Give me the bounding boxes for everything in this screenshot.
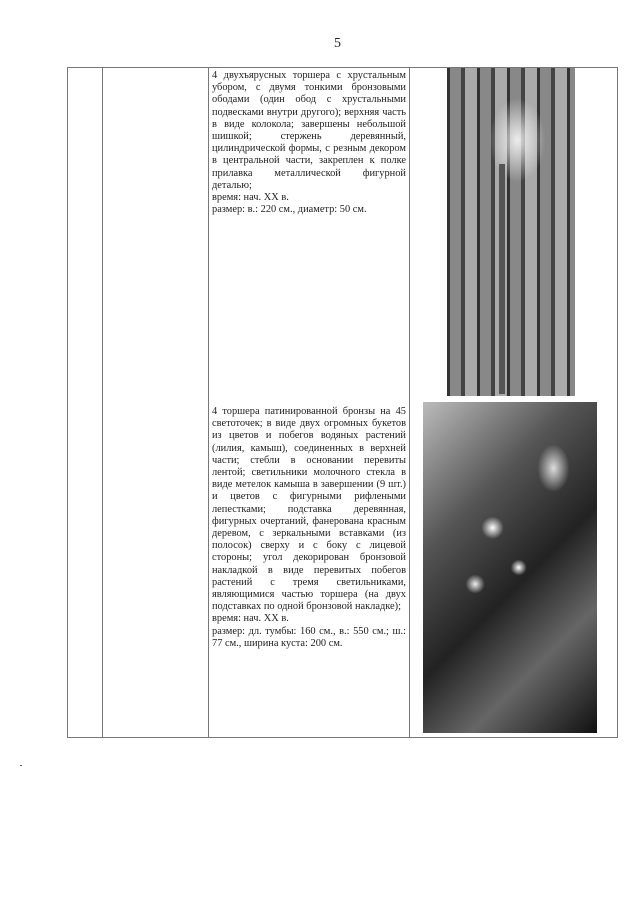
column-divider xyxy=(208,67,209,737)
item-time: время: нач. XX в. xyxy=(212,192,289,204)
floor-lamp-crystal-photo xyxy=(447,68,575,396)
item-size: размер: в.: 220 см., диаметр: 50 см. xyxy=(212,204,367,216)
item-description: 4 двухъярусных торшера с хрустальным убором, с двумя тонкими бронзовыми ободами (один обод с хрустальными подвесками внутри другого); верхняя часть в виде колокола; завершены небольшой шишкой; стержень деревянный, цилиндрической формы, с резным декором в центральной части, закреплен к полке прилавка металлической фигурной деталью; xyxy=(212,70,406,191)
item-description: 4 торшера патинированной бронзы на 45 светоточек; в виде двух огромных букетов из цветов и побегов водяных растений (лилия, камыш), соединенных в верхней части; стебли в основании перевиты лентой; светильники молочного стекла в виде метелок камыша в завершении (9 шт.) и цветов с фигурными рифлеными лепестками; подставка деревянная, фигурных очертаний, фанерована красным деревом, с зеркальными вставками (из полосок) сверху и с боку с лицевой стороны; угол декорирован бронзовой накладкой в виде перевитых побегов растений с тремя светильниками, являющимися частью торшера (на двух подставках по одной бронзовой накладке); xyxy=(212,406,406,613)
table-row xyxy=(212,70,406,216)
bronze-floor-lamp-bouquet-photo xyxy=(423,402,597,733)
page-number: 5 xyxy=(334,36,341,51)
table-border-left xyxy=(67,67,68,737)
item-size: размер: дл. тумбы: 160 см., в.: 550 см.; ш.: 77 см., ширина куста: 200 см. xyxy=(212,625,406,649)
column-divider xyxy=(409,67,410,737)
item-time: время: нач. XX в. xyxy=(212,613,289,625)
table-border-bottom xyxy=(67,737,618,738)
table-border-right xyxy=(617,67,618,737)
table-row xyxy=(212,406,406,650)
scan-speck xyxy=(20,765,22,766)
column-divider xyxy=(102,67,103,737)
